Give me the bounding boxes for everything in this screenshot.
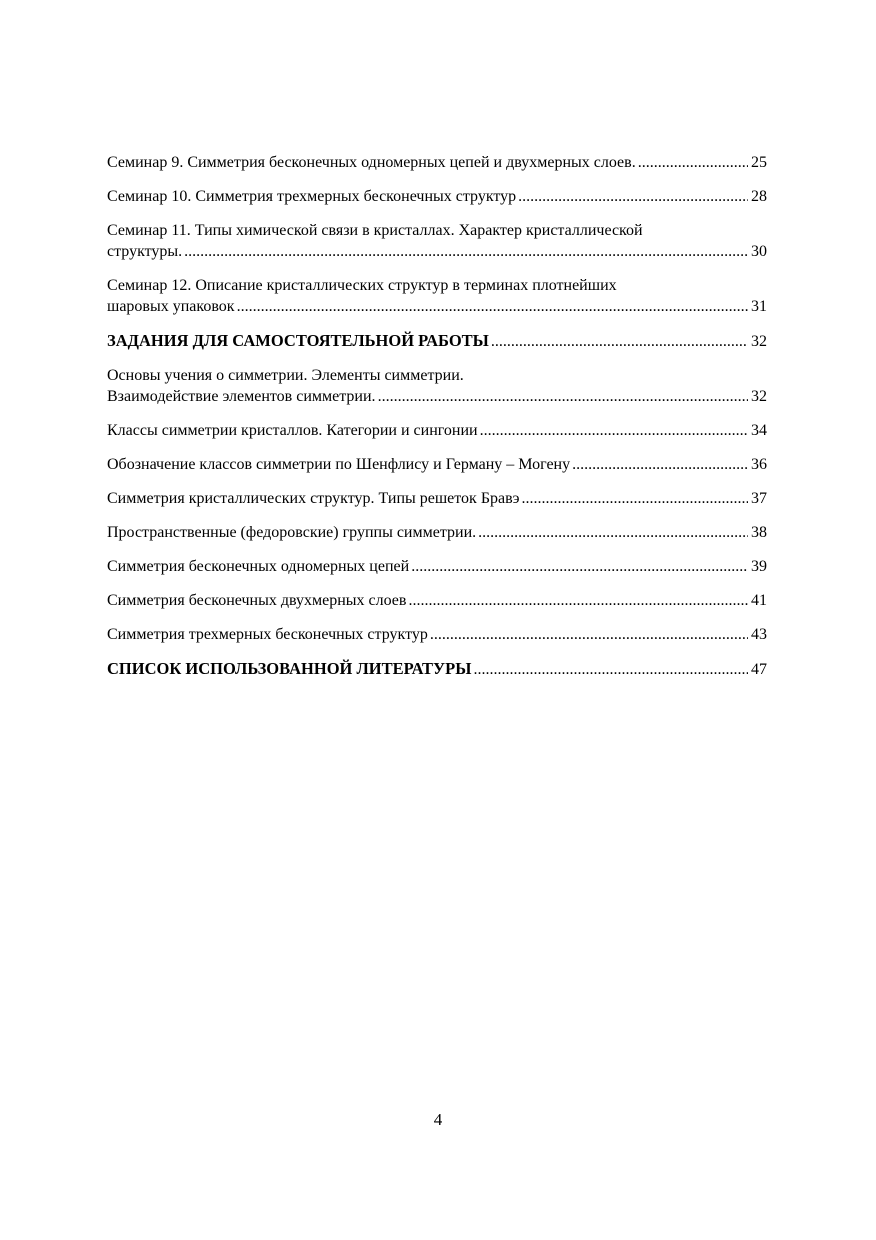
toc-entry-class-notation[interactable] (107, 454, 767, 475)
toc-entry-crystal-classes[interactable] (107, 420, 767, 441)
dot-leader (237, 296, 748, 317)
dot-leader (473, 659, 748, 680)
dot-leader (572, 454, 748, 475)
toc-heading-title: СПИСОК ИСПОЛЬЗОВАННОЙ ЛИТЕРАТУРЫ (107, 659, 472, 678)
toc-entry-title-continued: Взаимодействие элементов симметрии. (107, 388, 376, 405)
toc-entry-page: 30 (751, 243, 767, 260)
dot-leader (411, 556, 748, 577)
toc-entry-page: 47 (751, 661, 767, 678)
toc-heading-title: ЗАДАНИЯ ДЛЯ САМОСТОЯТЕЛЬНОЙ РАБОТЫ (107, 331, 489, 350)
toc-entry-2d-layers[interactable] (107, 590, 767, 611)
toc-entry-bravais-lattices[interactable] (107, 488, 767, 509)
toc-entry-title: Классы симметрии кристаллов. Категории и сингонии (107, 422, 478, 439)
toc-entry-seminar-10[interactable] (107, 186, 767, 207)
toc-entry-title: Семинар 12. Описание кристаллических структур в терминах плотнейших (107, 277, 617, 294)
toc-entry-title: Симметрия кристаллических структур. Типы решеток Бравэ (107, 490, 520, 507)
dot-leader (522, 488, 748, 509)
dot-leader (638, 152, 748, 173)
dot-leader (430, 624, 748, 645)
dot-leader (480, 420, 748, 441)
toc-entry-space-groups[interactable] (107, 522, 767, 543)
dot-leader (408, 590, 748, 611)
toc-entry-title: Обозначение классов симметрии по Шенфлису и Герману – Могену (107, 456, 571, 473)
toc-entry-title: Симметрия трехмерных бесконечных структур (107, 626, 428, 643)
toc-entry-seminar-12[interactable] (107, 275, 767, 317)
toc-entry-page: 32 (751, 388, 767, 405)
table-of-contents (107, 152, 767, 693)
dot-leader (378, 386, 748, 407)
toc-entry-page: 38 (751, 524, 767, 541)
toc-entry-page: 39 (751, 558, 767, 575)
toc-entry-page: 31 (751, 298, 767, 315)
dot-leader (518, 186, 748, 207)
toc-entry-symmetry-basics[interactable] (107, 365, 767, 407)
toc-entry-title-continued: структуры. (107, 243, 183, 260)
toc-entry-page: 36 (751, 456, 767, 473)
toc-entry-page: 41 (751, 592, 767, 609)
toc-entry-1d-chains[interactable] (107, 556, 767, 577)
toc-entry-title: Семинар 9. Симметрия бесконечных одномерных цепей и двухмерных слоев. (107, 154, 636, 171)
toc-entry-page: 28 (751, 188, 767, 205)
toc-entry-title: Основы учения о симметрии. Элементы симметрии. (107, 367, 464, 384)
dot-leader (478, 522, 748, 543)
page-number: 4 (433, 1110, 443, 1129)
toc-entry-title: Семинар 11. Типы химической связи в кристаллах. Характер кристаллической (107, 222, 643, 239)
toc-entry-page: 37 (751, 490, 767, 507)
toc-entry-page: 32 (751, 333, 767, 350)
toc-entry-page: 25 (751, 154, 767, 171)
dot-leader (184, 241, 748, 262)
toc-entry-page: 43 (751, 626, 767, 643)
toc-entry-title: Семинар 10. Симметрия трехмерных бесконечных структур (107, 188, 517, 205)
toc-heading-self-study-tasks[interactable] (107, 330, 767, 352)
toc-entry-title: Симметрия бесконечных одномерных цепей (107, 558, 410, 575)
toc-entry-title-continued: шаровых упаковок (107, 298, 235, 315)
toc-entry-page: 34 (751, 422, 767, 439)
toc-entry-title: Симметрия бесконечных двухмерных слоев (107, 592, 407, 609)
toc-entry-seminar-11[interactable] (107, 220, 767, 262)
toc-entry-title: Пространственные (федоровские) группы симметрии. (107, 524, 477, 541)
dot-leader (491, 331, 748, 352)
toc-entry-seminar-9[interactable] (107, 152, 767, 173)
toc-heading-references[interactable] (107, 658, 767, 680)
toc-entry-3d-structures[interactable] (107, 624, 767, 645)
